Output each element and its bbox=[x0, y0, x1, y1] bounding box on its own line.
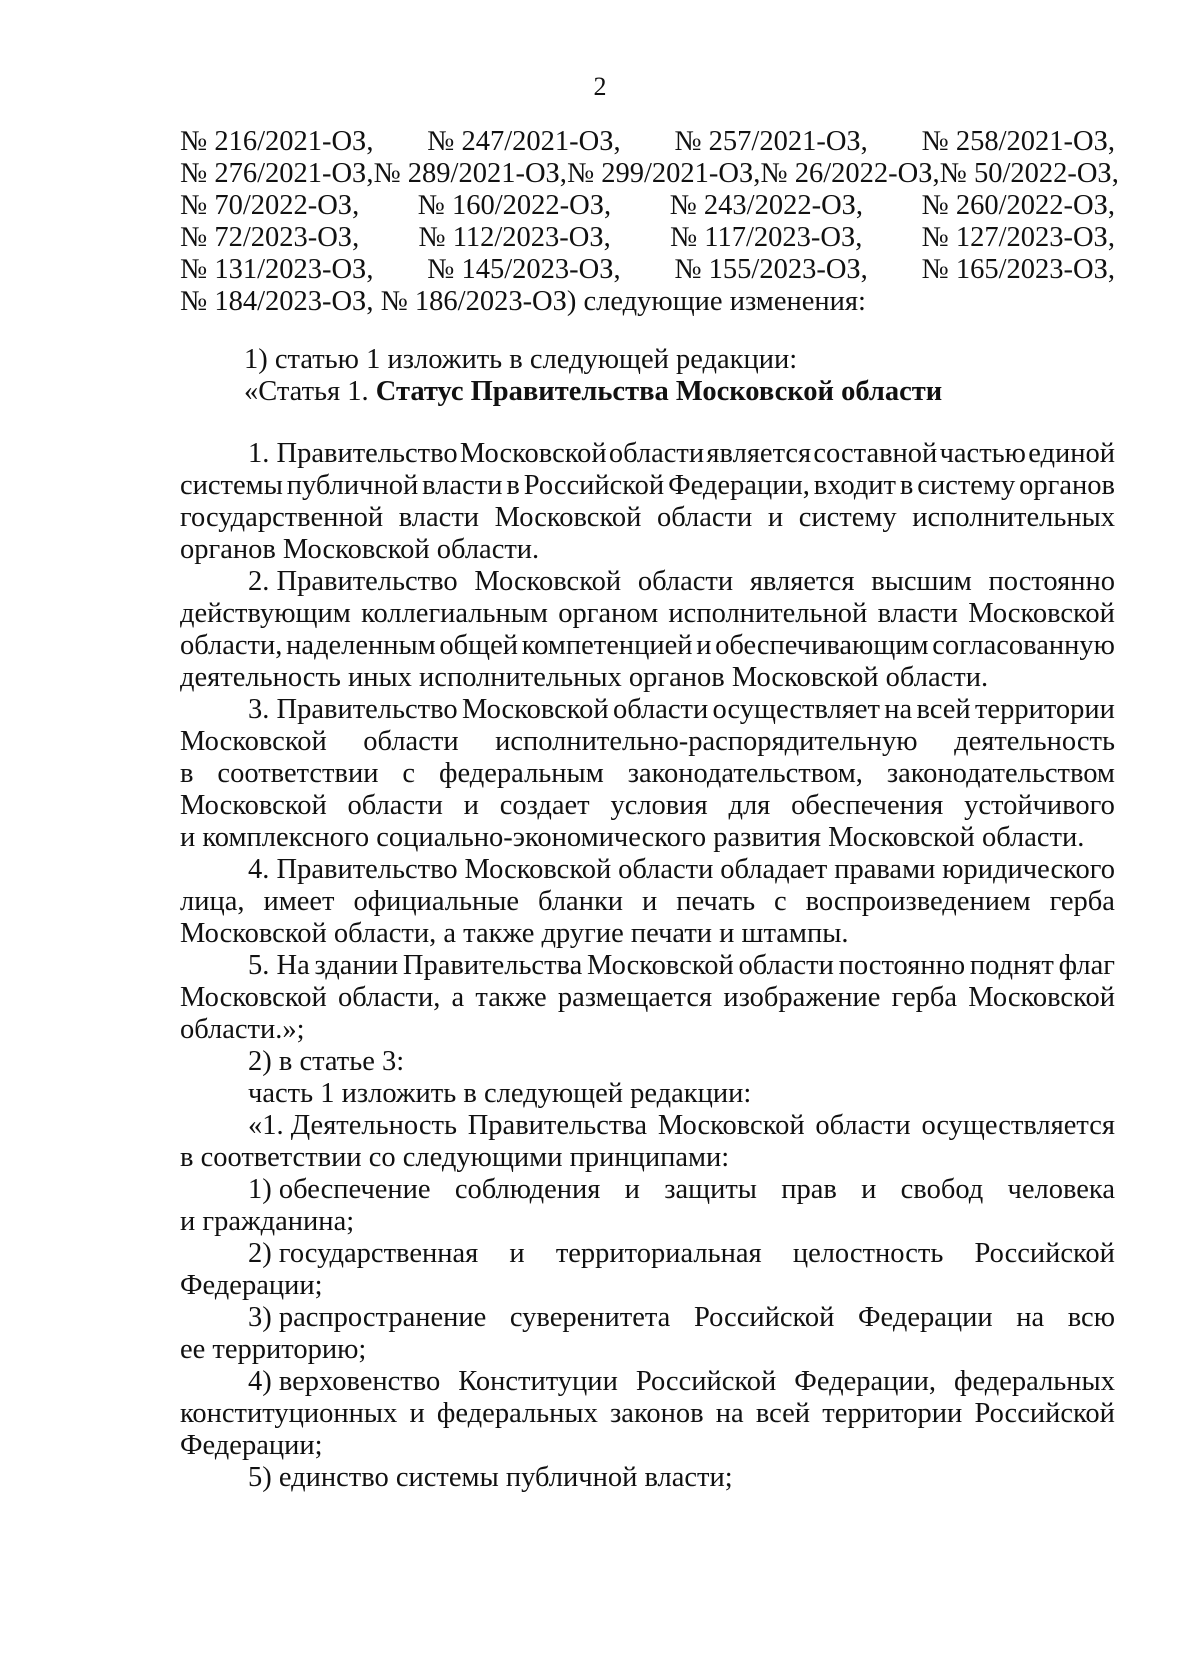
principle-2: 2) государственная и территориальная целостность Российской Федерации; bbox=[180, 1238, 1115, 1301]
law-refs-line: № 70/2022-ОЗ, № 160/2022-ОЗ, № 243/2022-ОЗ, № 260/2022-ОЗ, bbox=[180, 190, 1115, 221]
law-references bbox=[180, 126, 1119, 318]
law-refs-line: № 131/2023-ОЗ, № 145/2023-ОЗ, № 155/2023-ОЗ, № 165/2023-ОЗ, bbox=[180, 254, 1115, 285]
principle-3: 3) распространение суверенитета Российской Федерации на всю ее территорию; bbox=[180, 1302, 1115, 1365]
article-1-heading: «Статья 1. Статус Правительства Московской области bbox=[244, 376, 943, 407]
law-refs-last-line: № 184/2023-ОЗ, № 186/2023-ОЗ) следующие изменения: bbox=[180, 286, 866, 317]
item-2-intro: 2) в статье 3: bbox=[248, 1046, 405, 1077]
paragraph-2: 2. Правительство Московской области является высшим постоянно действующим коллегиальным органом исполнительной власти Московской области, наделенным общей компетенцией и обеспечивающим согласованную деятельность иных исполнительных органов Московской области. bbox=[180, 566, 1115, 693]
principle-5: 5) единство системы публичной власти; bbox=[248, 1462, 733, 1493]
article-1-title: Статус Правительства Московской области bbox=[375, 376, 943, 407]
paragraph-5: 5. На здании Правительства Московской области постоянно поднят флаг Московской области, а также размещается изображение герба Московской области.»; bbox=[180, 950, 1115, 1045]
law-refs-line: № 276/2021-ОЗ, № 289/2021-ОЗ, № 299/2021-ОЗ, № 26/2022-ОЗ, № 50/2022-ОЗ, bbox=[180, 158, 1119, 189]
law-refs-line: № 72/2023-ОЗ, № 112/2023-ОЗ, № 117/2023-ОЗ, № 127/2023-ОЗ, bbox=[180, 222, 1115, 253]
item-2-part: часть 1 изложить в следующей редакции: bbox=[248, 1078, 752, 1109]
principle-1: 1) обеспечение соблюдения и защиты прав и свобод человека и гражданина; bbox=[180, 1174, 1115, 1237]
paragraph-4: 4. Правительство Московской области обладает правами юридического лица, имеет официальные бланки и печать с воспроизведением герба Московской области, а также другие печати и штампы. bbox=[180, 854, 1115, 949]
document-body bbox=[180, 126, 1119, 1494]
principles-intro: «1. Деятельность Правительства Московской области осуществляется в соответствии со следующими принципами: bbox=[180, 1110, 1115, 1173]
principle-4: 4) верховенство Конституции Российской Федерации, федеральных конституционных и федеральных законов на всей территории Российской Федерации; bbox=[180, 1366, 1115, 1461]
item-1-intro: 1) статью 1 изложить в следующей редакции: bbox=[244, 344, 798, 375]
law-refs-line: № 216/2021-ОЗ, № 247/2021-ОЗ, № 257/2021-ОЗ, № 258/2021-ОЗ, bbox=[180, 126, 1115, 157]
paragraph-1: 1. Правительство Московской области является составной частью единой системы публичной власти в Российской Федерации, входит в систему органов государственной власти Московской области и систему исполнительных органов Московской области. bbox=[180, 438, 1115, 565]
paragraph-3: 3. Правительство Московской области осуществляет на всей территории Московской области исполнительно-распорядительную деятельность в соответствии с федеральным законодательством, законодательством Московской области и создает условия для обеспечения устойчивого и комплексного социально-экономического развития Московской области. bbox=[180, 694, 1115, 853]
page-number: 2 bbox=[593, 72, 607, 101]
